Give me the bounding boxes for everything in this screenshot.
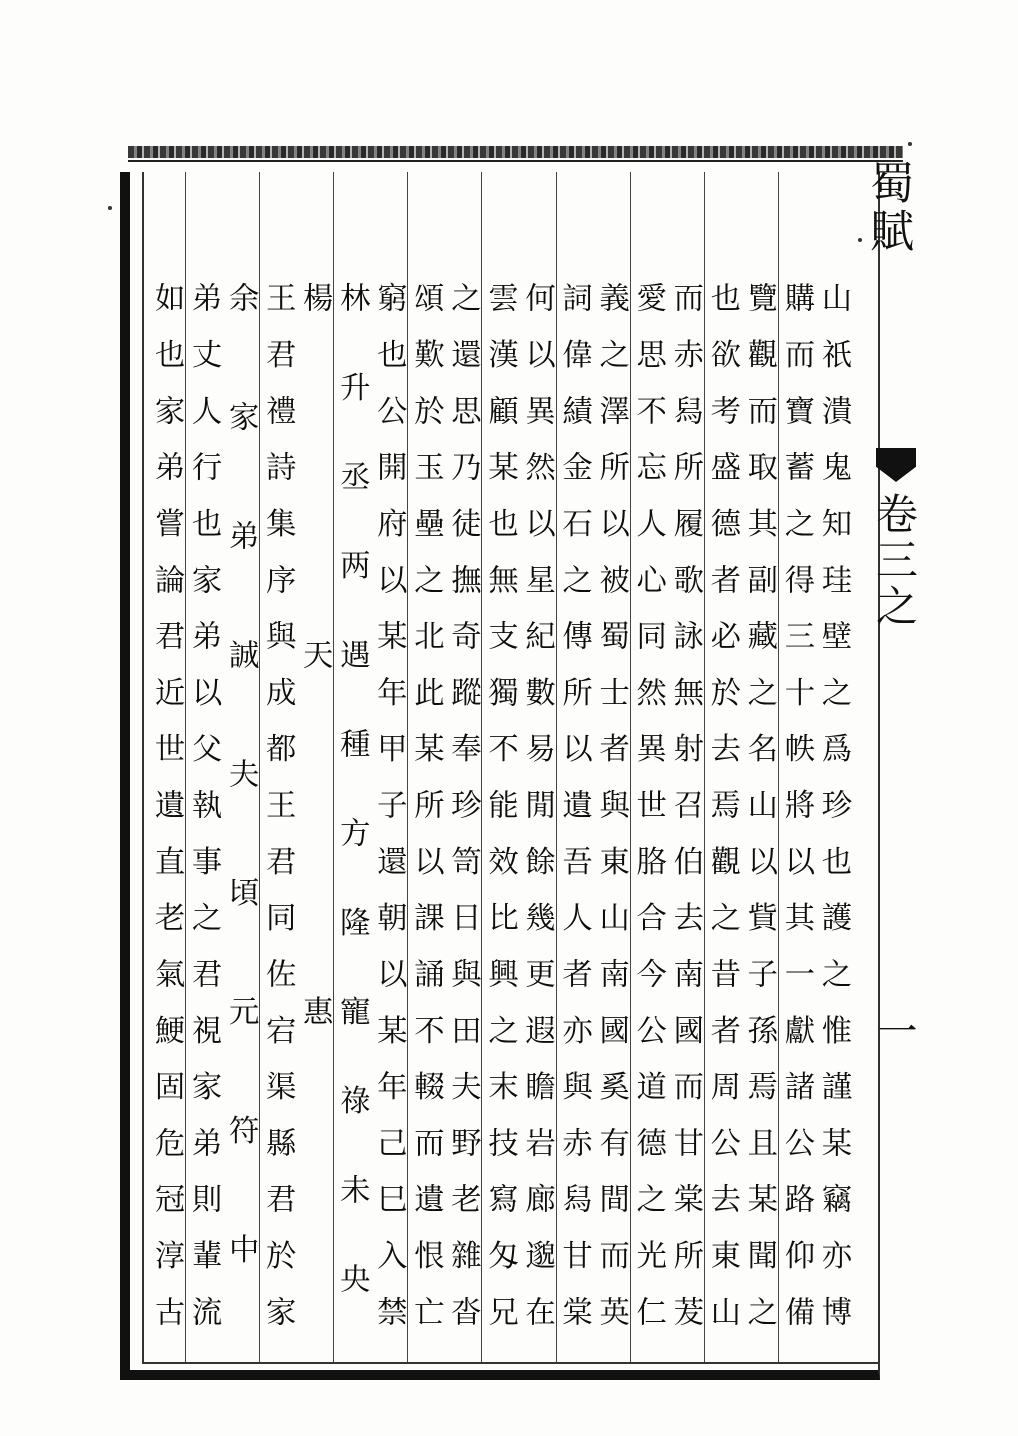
text-column [741,282,778,1352]
text-column [815,282,852,1352]
fish-tail-ornament [876,448,916,482]
text-line: 義之澤所以被蜀士者與東山南國奚有間而英 [593,282,629,1352]
text-column [148,282,185,1352]
column-rule [778,172,779,1362]
text-line: 而赤舄所履歌詠無射召伯去南國而甘棠所茇 [667,282,703,1352]
column-rule [556,172,557,1362]
text-line: 愛思不忘人心同然異世胳合今公道德之光仁 [630,282,666,1352]
folio-number: 一 [871,1010,917,1050]
text-line: 楊天惠 [297,282,333,1352]
text-line: 之還思乃徒撫奇蹤奉珍笥日與田夫野老雜沓 [445,282,481,1352]
column-rule [704,172,705,1362]
margin-mark [908,142,912,146]
frame-inner-bottom-line [142,1362,880,1364]
top-decorative-border [128,146,903,158]
text-line: 覽觀而取其副藏之名山以貲子孫焉且某聞之 [741,282,777,1352]
text-line: 詞偉績金石之傳所以遺吾人者亦與赤舄甘棠 [556,282,592,1352]
text-column [407,282,444,1352]
text-line: 窮也公開府以某年甲子還朝以某年己巳入禁 [371,282,407,1352]
text-column [593,282,630,1352]
text-column [444,282,481,1352]
text-line: 何以異然以星紀數易閒餘幾更遐瞻岩廊邈在 [519,282,555,1352]
text-line: 王君禮詩集序與成都王君同佐宕渠縣君於家 [260,282,296,1352]
top-border-line [128,160,903,162]
column-rule [333,172,334,1362]
margin-mark [108,206,112,210]
text-column [222,282,259,1352]
text-line: 購而寶蓄之得三十帙將以其一獻諸公路仰備 [778,282,814,1352]
text-line: 山祇潰鬼知珪壁之爲珍也護之惟謹某竊亦博 [815,282,851,1352]
column-rule [185,172,186,1362]
text-line: 雲漢顧某也無支獨不能效比興之末技寫匁兄 [482,282,518,1352]
text-column [667,282,704,1352]
text-column [185,282,222,1352]
book-title: 蜀賦 [862,160,913,256]
text-column [630,282,667,1352]
text-column [296,282,333,1352]
text-column [481,282,518,1352]
text-column [259,282,296,1352]
text-line: 頌歎於玉壘之北此某所以課誦不輟而遺恨亡 [408,282,444,1352]
text-line: 如也家弟嘗論君近世遺直老氣鯁固危冠淳古 [149,282,185,1352]
volume-label: 卷三之 [870,492,919,630]
text-line: 也欲考盛德者必於去焉觀之昔者周公去東山 [704,282,740,1352]
text-line: 林升丞两遇種方隆寵祿未央 [334,282,370,1352]
column-rule [481,172,482,1362]
text-column [704,282,741,1352]
text-column [519,282,556,1352]
text-column [778,282,815,1352]
text-line: 余家弟誠夫頃元符中 [223,282,259,1352]
column-rule [407,172,408,1362]
margin-mark [858,238,862,242]
column-rule [259,172,260,1362]
frame-inner-left-line [142,172,144,1362]
text-column [333,282,370,1352]
text-column [556,282,593,1352]
text-column [370,282,407,1352]
text-line: 弟丈人行也家弟以父執事之君視家弟則輩流 [186,282,222,1352]
column-rule [630,172,631,1362]
